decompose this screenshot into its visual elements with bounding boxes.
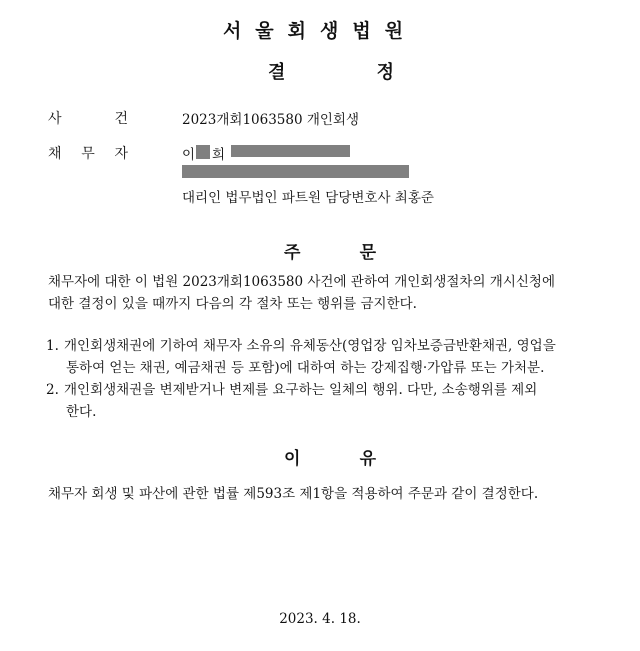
order-heading bbox=[284, 238, 376, 263]
court-name: 서울회생법원 bbox=[222, 20, 418, 42]
document-title-char: 결 bbox=[268, 62, 286, 83]
order-paragraph-line: 대한 결정이 있을 때까지 다음의 각 절차 또는 행위를 금지한다. bbox=[48, 296, 417, 312]
list-item-line: 통하여 얻는 채권, 예금채권 등 포함)에 대하여 하는 강제집행·가압류 또는 가처분. bbox=[66, 360, 545, 376]
reason-text: 채무자 회생 및 파산에 관한 법률 제593조 제1항을 적용하여 주문과 같이 결정한다. bbox=[48, 486, 539, 502]
list-item-number: 1. bbox=[46, 338, 59, 354]
list-item-line: 한다. bbox=[66, 404, 97, 420]
debtor-label bbox=[48, 143, 128, 163]
reason-heading bbox=[284, 444, 376, 469]
list-item-line: 개인회생채권을 변제받거나 변제를 요구하는 일체의 행위. 다만, 소송행위를 제외 bbox=[64, 382, 538, 398]
representative: 대리인 법무법인 파트원 담당변호사 최홍준 bbox=[182, 190, 434, 206]
case-label-char: 건 bbox=[114, 111, 128, 127]
document-title-char: 정 bbox=[376, 62, 394, 83]
debtor-label-char: 무 bbox=[81, 146, 95, 162]
list-item-number: 2. bbox=[46, 382, 59, 398]
debtor-label-char: 채 bbox=[48, 146, 62, 162]
list-item bbox=[64, 335, 556, 379]
list-item bbox=[64, 379, 537, 423]
reason-heading-char: 유 bbox=[359, 449, 376, 469]
case-label bbox=[48, 108, 128, 128]
order-heading-char: 주 bbox=[284, 243, 301, 263]
decision-date: 2023. 4. 18. bbox=[279, 611, 361, 627]
redacted-address-block bbox=[231, 145, 350, 157]
redacted-name-block bbox=[196, 145, 210, 159]
debtor-name-first: 이 bbox=[182, 147, 196, 163]
order-paragraph bbox=[48, 271, 555, 315]
debtor-label-char: 자 bbox=[114, 146, 128, 162]
case-number: 2023개회1063580 개인회생 bbox=[182, 112, 360, 128]
document-title bbox=[268, 58, 394, 84]
order-heading-char: 문 bbox=[359, 243, 376, 263]
reason-heading-char: 이 bbox=[284, 449, 301, 469]
order-paragraph-line: 채무자에 대한 이 법원 2023개회1063580 사건에 관하여 개인회생절차의 개시신청에 bbox=[48, 274, 555, 290]
redacted-address-block bbox=[182, 165, 409, 178]
case-label-char: 사 bbox=[48, 111, 62, 127]
list-item-line: 개인회생채권에 기하여 채무자 소유의 유체동산(영업장 임차보증금반환채권, 영업을 bbox=[64, 338, 556, 354]
debtor-name-last: 희 bbox=[212, 147, 226, 163]
